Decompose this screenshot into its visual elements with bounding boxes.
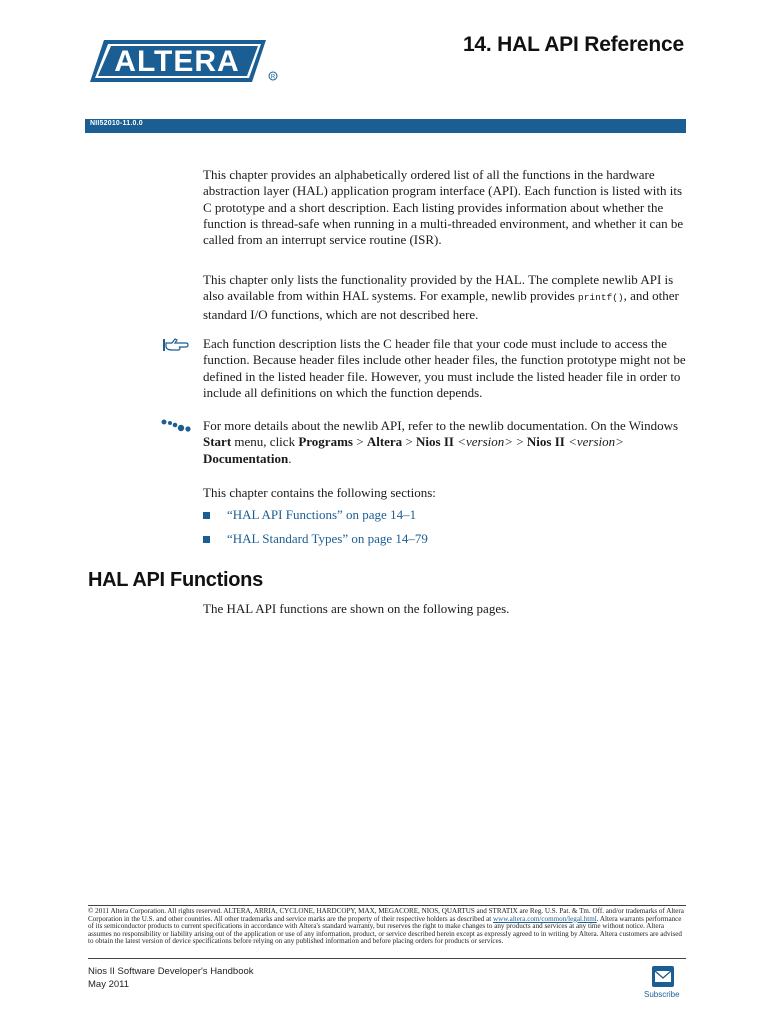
newlib-paragraph xyxy=(203,272,686,323)
more-info-t2: menu, click xyxy=(231,434,299,450)
programs-label: Programs xyxy=(298,434,353,450)
period: . xyxy=(288,450,292,466)
more-info-text xyxy=(203,418,686,467)
subscribe-link[interactable]: Subscribe xyxy=(644,990,680,999)
legal-link[interactable]: www.altera.com/common/legal.html xyxy=(493,914,597,923)
documentation-label: Documentation xyxy=(203,450,289,466)
pointing-hand-icon xyxy=(162,337,190,353)
list-item xyxy=(203,532,428,556)
chapter-title: 14. HAL API Reference xyxy=(462,33,684,56)
altera-logo xyxy=(90,38,280,84)
separator: > xyxy=(516,434,527,450)
section-description: The HAL API functions are shown on the following pages. xyxy=(203,601,510,616)
version-placeholder: <version> xyxy=(453,434,517,450)
bullet-icon xyxy=(203,512,210,519)
bullet-icon xyxy=(203,536,210,543)
note-text: Each function description lists the C header file that your code must include to access the function. Because header files include other header files, the function prototype might not be defined in the listed header file. However, you must include the listed header file in order to include all definitions on which the function depends. xyxy=(203,336,686,400)
altera-label: Altera xyxy=(366,434,403,450)
footer-divider xyxy=(88,905,686,906)
handbook-date: May 2011 xyxy=(88,979,130,990)
sections-list xyxy=(203,508,428,556)
legal-notice xyxy=(88,908,686,946)
more-info-dots-icon xyxy=(161,419,191,433)
version-placeholder: <version> xyxy=(564,434,624,450)
legal-text-b: . Altera warrants performance of its semiconductor products to current specifications in accordance with Altera's standard warranty, but reserves the right to make changes to any products and services at any time without notice. Altera assumes no responsibility or liability arising out of the application or use of any information, product, or service described herein except as expressly agreed to in writing by Altera. Altera customers are advised to obtain the latest version of device specifications before relying on any published information and before placing orders for products or services. xyxy=(88,914,682,946)
handbook-info xyxy=(88,965,254,991)
document-id-bar xyxy=(85,119,686,133)
list-item xyxy=(203,508,428,532)
nios-label: Nios II xyxy=(416,434,454,450)
section-link-hal-standard-types[interactable]: “HAL Standard Types” on page 14–79 xyxy=(227,531,428,546)
handbook-title: Nios II Software Developer's Handbook xyxy=(88,966,254,977)
nios-label: Nios II xyxy=(526,434,565,450)
newlib-text-a: This chapter only lists the functionality provided by the HAL. The complete newlib API is also available from within HAL systems. For example, newlib provides xyxy=(203,272,674,304)
printf-code: printf() xyxy=(578,292,624,304)
section-heading: HAL API Functions xyxy=(88,569,263,591)
start-menu-label: Start xyxy=(203,434,232,450)
intro-paragraph: This chapter provides an alphabetically ordered list of all the functions in the hardware abstraction layer (HAL) application program interface (API). Each function is listed with its C prototype and a short description. Each listing provides information about whether the function is thread-safe when running in a multi-threaded environment, and whether it can be called from an interrupt service routine (ISR). xyxy=(203,167,684,248)
sections-intro: This chapter contains the following sections: xyxy=(203,485,436,500)
more-info-t1: For more details about the newlib API, refer to the newlib documentation. On the Windows xyxy=(203,418,679,433)
separator: > xyxy=(352,434,367,450)
footer-divider xyxy=(88,958,686,959)
logo-wordmark: ALTERA xyxy=(114,45,240,78)
envelope-icon[interactable] xyxy=(652,966,674,987)
newlib-text-b: , and other standard I/O functions, which are not described here. xyxy=(203,288,679,322)
svg-text:R: R xyxy=(270,74,276,81)
document-id: NII52010-11.0.0 xyxy=(90,120,143,127)
section-link-hal-api-functions[interactable]: “HAL API Functions” on page 14–1 xyxy=(227,507,417,522)
separator: > xyxy=(402,434,417,450)
legal-text-a: © 2011 Altera Corporation. All rights reserved. ALTERA, ARRIA, CYCLONE, HARDCOPY, MAX, MEGACORE, NIOS, QUARTUS and STRATIX are Reg. U.S. Pat. & Tm. Off. and/or trademarks of Altera Corporation in the U.S. and other countries. All other trademarks and service marks are the property of their respective holders as described at xyxy=(88,907,684,923)
